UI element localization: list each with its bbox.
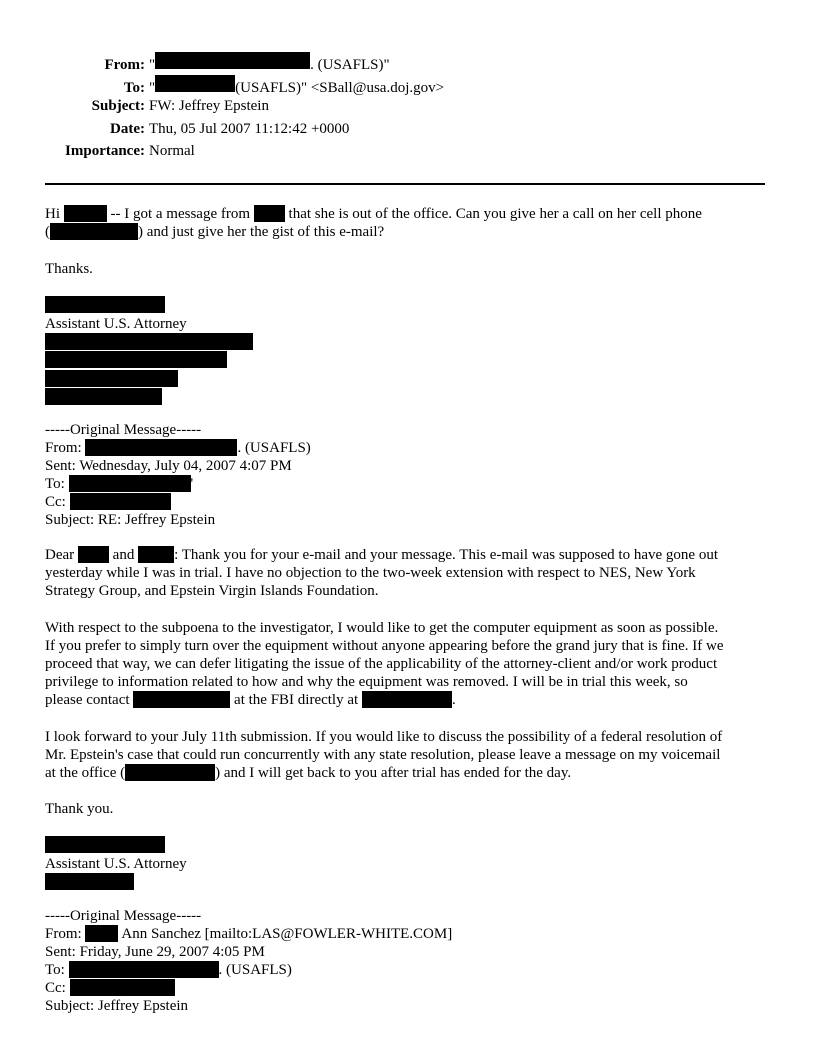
redaction-bar: [254, 205, 285, 222]
redaction-bar: [85, 439, 237, 456]
redaction-bar: [70, 979, 175, 996]
original-message-header: [45, 907, 775, 1015]
orig-sent-line: Sent: Wednesday, July 04, 2007 4:07 PM: [45, 458, 292, 474]
paragraph: I look forward to your July 11th submission. If you would like to discuss the possibility of a federal resolution of Mr. Epstein's case that could run concurrently with any state resolution, please leave a message on my voicemail at the office ( ) and I will get back to you after trial has ended for the day.: [45, 729, 723, 781]
thanks-text: Thanks.: [45, 261, 93, 277]
redaction-bar: [133, 691, 230, 708]
separator-line: -----Original Message-----: [45, 908, 202, 924]
paragraph: With respect to the subpoena to the investigator, I would like to get the computer equipment as soon as possible. If you prefer to simply turn over the equipment without anyone appearing before the grand jury that is fine. If we proceed that way, we can defer litigating the issue of the applicability of the attorney-client and/or work product privilege to information related to how and why the equipment was removed. I will be in trial this week, so please contact at the FBI directly at .: [45, 620, 724, 708]
orig-from-line: From: Ann Sanchez [mailto:LAS@FOWLER-WHITE.COM]: [45, 926, 453, 942]
orig-sent-line: Sent: Friday, June 29, 2007 4:05 PM: [45, 944, 265, 960]
header-importance-row: [45, 142, 444, 165]
thank-you-text: Thank you.: [45, 801, 114, 817]
to-label: To:: [123, 79, 145, 96]
body-line: Hi -- I got a message from that she is out of the office. Can you give her a call on her cell phone: [45, 206, 702, 222]
original-message-header: [45, 421, 775, 529]
redaction-bar: [69, 961, 219, 978]
redaction-bar: [138, 546, 174, 563]
header-subject-row: [45, 97, 444, 120]
orig-subject-line: Subject: RE: Jeffrey Epstein: [45, 512, 216, 528]
signature-title: Assistant U.S. Attorney: [45, 855, 187, 872]
redaction-bar: [155, 52, 310, 69]
redaction-bar: [50, 223, 138, 240]
subject-label: Subject:: [91, 98, 145, 114]
body-line: ( ) and just give her the gist of this e-mail?: [45, 224, 385, 240]
header-divider: [45, 183, 765, 185]
to-value: (USAFLS)" <SBall@usa.doj.gov>: [235, 79, 445, 96]
date-label: Date:: [110, 120, 145, 137]
signature-title: Assistant U.S. Attorney: [45, 315, 187, 332]
header-to-row: To: " (USAFLS)" <SBall@usa.doj.gov>: [45, 75, 444, 98]
redaction-bar: [45, 370, 178, 387]
orig-cc-line: Cc:: [45, 979, 775, 997]
subject-value: FW: Jeffrey Epstein: [149, 98, 269, 114]
redaction-bar: [362, 691, 452, 708]
paragraph: Dear and : Thank you for your e-mail and your message. This e-mail was supposed to have gone out yesterday while I was in trial. I have no objection to the two-week extension with respect to NES, New York Strategy Group, and Epstein Virgin Islands Foundation.: [45, 547, 718, 599]
orig-to-line: To: ': [45, 476, 194, 492]
header-date-row: [45, 120, 444, 143]
redaction-bar: [45, 836, 165, 853]
redaction-bar: [45, 388, 162, 405]
orig-from-line: From: . (USAFLS): [45, 440, 311, 456]
redaction-bar: [125, 764, 215, 781]
orig-cc-line: Cc:: [45, 493, 775, 511]
redaction-bar: [45, 351, 227, 368]
signature-block: [45, 296, 775, 407]
importance-value: Normal: [149, 143, 195, 159]
redaction-bar: [155, 75, 235, 92]
orig-subject-line: Subject: Jeffrey Epstein: [45, 998, 189, 1014]
redaction-bar: [70, 493, 171, 510]
redaction-bar: [69, 475, 191, 492]
from-value: . (USAFLS)": [310, 57, 390, 73]
redaction-bar: [45, 873, 134, 890]
date-value: Thu, 05 Jul 2007 11:12:42 +0000: [149, 120, 350, 137]
importance-label: Importance:: [65, 143, 145, 159]
redaction-bar: [45, 296, 165, 313]
redaction-bar: [85, 925, 118, 942]
signature-block: [45, 836, 775, 891]
redaction-bar: [64, 205, 107, 222]
header-from-row: From: " . (USAFLS)": [45, 52, 444, 75]
redaction-bar: [78, 546, 109, 563]
email-header: [45, 52, 444, 165]
orig-to-line: To: . (USAFLS): [45, 962, 292, 978]
redaction-bar: [45, 333, 253, 350]
message-body: [45, 205, 775, 241]
from-label: From:: [104, 57, 145, 73]
separator-line: -----Original Message-----: [45, 422, 202, 438]
